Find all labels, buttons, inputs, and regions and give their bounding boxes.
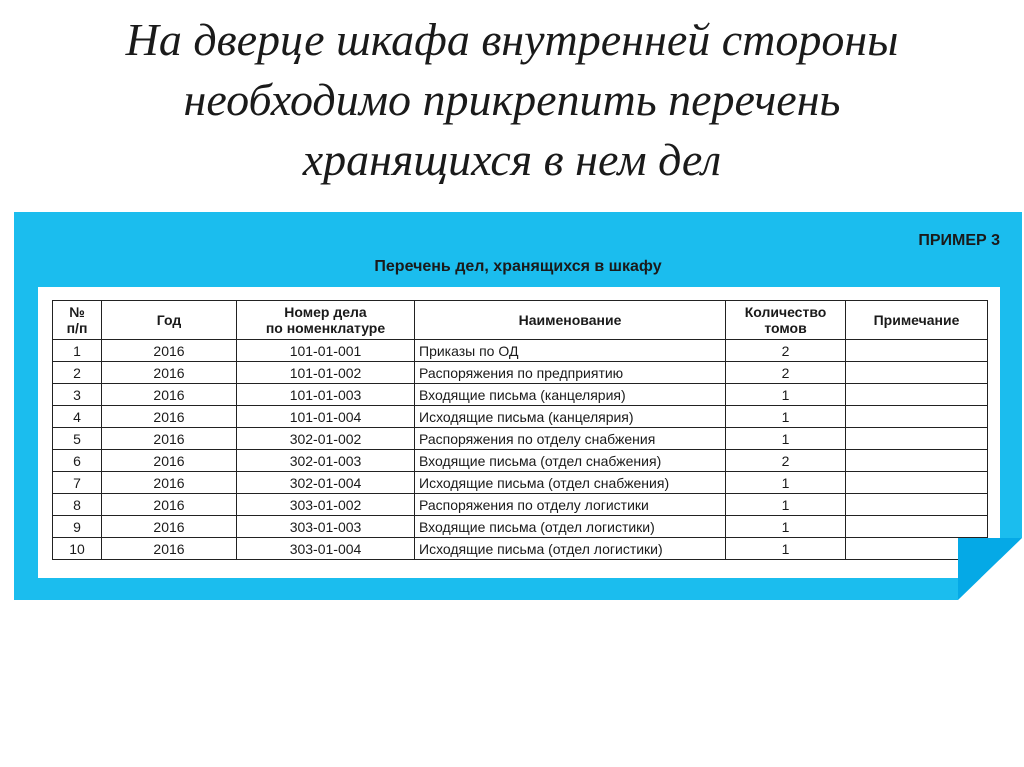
header-line: по номенклатуре <box>265 320 386 336</box>
table-cell: Исходящие письма (отдел логистики) <box>415 538 726 560</box>
table-cell: Распоряжения по предприятию <box>415 362 726 384</box>
table-row <box>53 428 988 450</box>
table-cell <box>846 516 988 538</box>
table-cell: 101-01-002 <box>237 362 415 384</box>
example-label: ПРИМЕР 3 <box>918 232 1000 249</box>
table-cell: 7 <box>53 472 102 494</box>
table-cell: 2016 <box>102 516 237 538</box>
table-cell: 2016 <box>102 538 237 560</box>
title-line: хранящихся в нем дел <box>302 134 722 185</box>
table-cell: 2016 <box>102 384 237 406</box>
table-cell: Входящие письма (отдел снабжения) <box>415 450 726 472</box>
table-cell: Исходящие письма (канцелярия) <box>415 406 726 428</box>
header-line: № <box>69 304 85 320</box>
header-line: п/п <box>66 320 88 336</box>
header-line: Номер дела <box>284 304 367 320</box>
table-cell: 4 <box>53 406 102 428</box>
table-cell: 1 <box>726 494 846 516</box>
slide-title <box>0 10 1024 190</box>
header-line: Наименование <box>518 312 622 328</box>
table-cell: 1 <box>53 340 102 362</box>
table-row <box>53 362 988 384</box>
header-line: Количество <box>744 304 827 320</box>
table-cell: 8 <box>53 494 102 516</box>
table-cell: 5 <box>53 428 102 450</box>
table-cell: 1 <box>726 472 846 494</box>
table-cell: 1 <box>726 538 846 560</box>
column-header <box>237 301 415 340</box>
table-cell: 101-01-003 <box>237 384 415 406</box>
table-cell: 302-01-003 <box>237 450 415 472</box>
table-cell <box>846 406 988 428</box>
header-line: Примечание <box>873 312 960 328</box>
table-cell: 10 <box>53 538 102 560</box>
table-cell: 2016 <box>102 494 237 516</box>
table-cell: Входящие письма (отдел логистики) <box>415 516 726 538</box>
table-row <box>53 406 988 428</box>
table-cell: 2016 <box>102 472 237 494</box>
document-sheet <box>38 287 1000 578</box>
example-frame <box>14 212 1022 600</box>
table-row <box>53 450 988 472</box>
table-row <box>53 472 988 494</box>
table-cell: 2 <box>726 362 846 384</box>
table-cell: Исходящие письма (отдел снабжения) <box>415 472 726 494</box>
table-cell: Приказы по ОД <box>415 340 726 362</box>
table-cell <box>846 472 988 494</box>
table-caption: Перечень дел, хранящихся в шкафу <box>374 258 662 275</box>
cases-table <box>52 300 988 560</box>
table-cell: 303-01-003 <box>237 516 415 538</box>
table-cell <box>846 384 988 406</box>
title-line: На дверце шкафа внутренней стороны <box>125 14 899 65</box>
table-cell: 1 <box>726 406 846 428</box>
table-cell <box>846 340 988 362</box>
header-line: Год <box>156 312 182 328</box>
table-cell: 1 <box>726 384 846 406</box>
table-cell <box>846 428 988 450</box>
table-cell: 101-01-001 <box>237 340 415 362</box>
table-cell: 2016 <box>102 406 237 428</box>
column-header <box>846 301 988 340</box>
table-cell: 1 <box>726 516 846 538</box>
table-cell: 302-01-002 <box>237 428 415 450</box>
table-cell: 302-01-004 <box>237 472 415 494</box>
column-header <box>726 301 846 340</box>
table-cell: 3 <box>53 384 102 406</box>
table-cell: 303-01-004 <box>237 538 415 560</box>
table-cell: 2 <box>726 340 846 362</box>
table-cell: Распоряжения по отделу снабжения <box>415 428 726 450</box>
column-header <box>415 301 726 340</box>
table-cell <box>846 450 988 472</box>
table-row <box>53 516 988 538</box>
table-row <box>53 538 988 560</box>
table-row <box>53 384 988 406</box>
table-cell: 303-01-002 <box>237 494 415 516</box>
table-cell: 2016 <box>102 450 237 472</box>
table-cell: 6 <box>53 450 102 472</box>
table-row <box>53 340 988 362</box>
column-header <box>53 301 102 340</box>
table-cell: 9 <box>53 516 102 538</box>
table-cell: Распоряжения по отделу логистики <box>415 494 726 516</box>
table-cell <box>846 362 988 384</box>
table-cell: 101-01-004 <box>237 406 415 428</box>
title-line: необходимо прикрепить перечень <box>183 74 841 125</box>
table-cell: 2016 <box>102 428 237 450</box>
table-row <box>53 494 988 516</box>
page-curl-icon <box>958 538 1022 600</box>
table-cell <box>846 494 988 516</box>
table-cell: 1 <box>726 428 846 450</box>
table-cell: 2016 <box>102 340 237 362</box>
header-line: томов <box>764 320 807 336</box>
table-cell: Входящие письма (канцелярия) <box>415 384 726 406</box>
table-cell: 2016 <box>102 362 237 384</box>
table-cell: 2 <box>53 362 102 384</box>
table-cell: 2 <box>726 450 846 472</box>
column-header <box>102 301 237 340</box>
